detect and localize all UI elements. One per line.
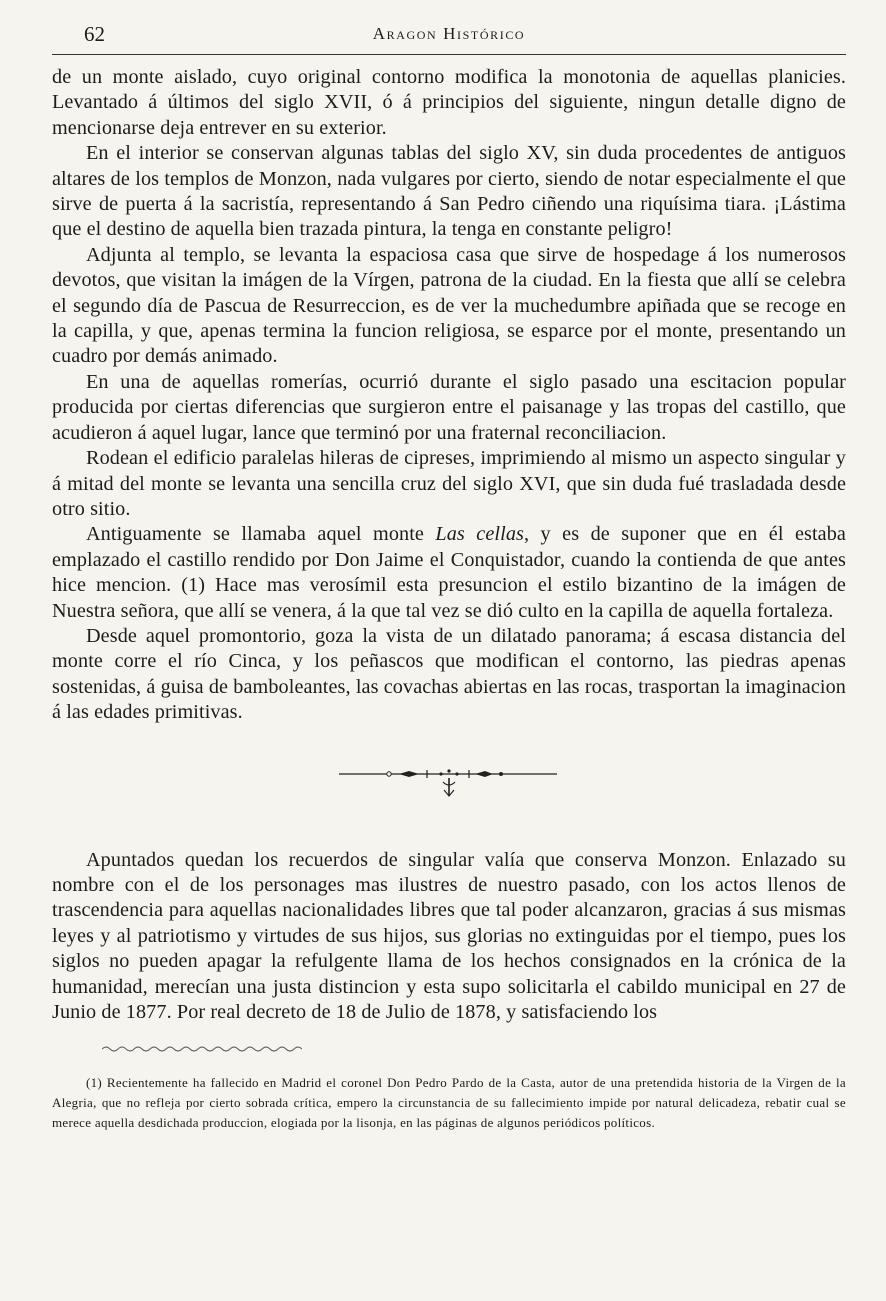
paragraph: Adjunta al templo, se levanta la espaciosa casa que sirve de hospedage á los numerosos devotos, que visitan la imágen de la Vírgen, patrona de la ciudad. En la fiesta que allí se celebra el segundo día de Pascua de Resurreccion, es de ver la muchedumbre apiñada que se recoge en la capilla, y que, apenas termina la funcion religiosa, se esparce por el monte, presentando un cuadro por demás animado. xyxy=(52,243,846,368)
page-number: 62 xyxy=(84,22,105,46)
text-run: Antiguamente se llamaba aquel monte xyxy=(86,523,436,546)
paragraph xyxy=(52,522,846,624)
paragraph: Desde aquel promontorio, goza la vista de un dilatado panorama; á escasa distancia del monte corre el río Cinca, y los peñascos que modifican el contorno, las piedras apenas sostenidas, á guisa de bamboleantes, las covachas abiertas en las rocas, trasportan la imaginacion á las edades primitivas. xyxy=(52,624,846,724)
fleuron-divider-icon xyxy=(329,766,569,812)
paragraph: Rodean el edificio paralelas hileras de cipreses, imprimiendo al mismo un aspecto singular y á mitad del monte se levanta una sencilla cruz del siglo XVI, que sin duda fué trasladada desde otro sitio. xyxy=(52,447,846,520)
header-rule xyxy=(52,54,846,55)
paragraph: de un monte aislado, cuyo original contorno modifica la monotonia de aquellas planicies. Levantado á últimos del siglo XVII, ó á principios del siguiente, ningun detalle digno de mencionarse deja entrever en su exterior. xyxy=(52,66,846,139)
running-title: Aragon Histórico xyxy=(372,24,526,43)
paragraph: Apuntados quedan los recuerdos de singular valía que conserva Monzon. Enlazado su nombre con el de los personages mas ilustres de nuestro pasado, con los actos llenos de trascendencia para aquellas nacionalidades libres que tal poder alcanzaron, gracias á sus mismas leyes y al patriotismo y virtudes de sus hijos, sus glorias no extinguidas por el tiempo, pues los siglos no pueden apagar la refulgente llama de los hechos consignados en la crónica de la humanidad, merecían una justa distincion y esta supo solicitarla el cabildo municipal en 27 de Junio de 1877. Por real decreto de 18 de Julio de 1878, y satisfaciendo los xyxy=(52,848,846,1023)
paragraph: En el interior se conservan algunas tablas del siglo XV, sin duda procedentes de antiguos altares de los templos de Monzon, nada vulgares por cierto, siendo de notar especialmente el que sirve de puerta á la sacristía, representando á San Pedro ciñendo una riquísima tiara. ¡Lástima que el destino de aquella bien trazada pintura, la tenga en constante peligro! xyxy=(52,142,846,241)
italic-term: Las cellas xyxy=(435,523,524,546)
wavy-rule-icon xyxy=(102,1045,302,1053)
running-header xyxy=(52,20,846,48)
book-page xyxy=(52,20,846,1145)
paragraph: En una de aquellas romerías, ocurrió durante el siglo pasado una escitacion popular producida por ciertas diferencias que surgieron entre el paisanage y las tropas del castillo, que acudieron á aquel lugar, lance que terminó por una fraternal reconciliacion. xyxy=(52,370,846,444)
main-text xyxy=(52,65,846,1025)
footnote: (1) Recientemente ha fallecido en Madrid el coronel Don Pedro Pardo de la Casta, autor de una pretendida historia de la Virgen de la Alegria, que no refleja por cierto sobrada crítica, empero la circunstancia de su fallecimiento impide por natural delicadeza, rebatir cual se merece aquella desdichada produccion, elogiada por la lisonja, en las páginas de algunos periódicos políticos. xyxy=(52,1075,846,1130)
text-run: , y es de suponer que en él estaba emplazado el castillo rendido por Don Jaime el Conquistador, cuando la contienda de que antes hice mencion. (1) Hace mas verosímil esta presuncion el estilo bizantino de la imágen de Nuestra señora, que allí se venera, á la que tal vez se dió culto en la capilla de aquella fortaleza. xyxy=(52,523,846,622)
